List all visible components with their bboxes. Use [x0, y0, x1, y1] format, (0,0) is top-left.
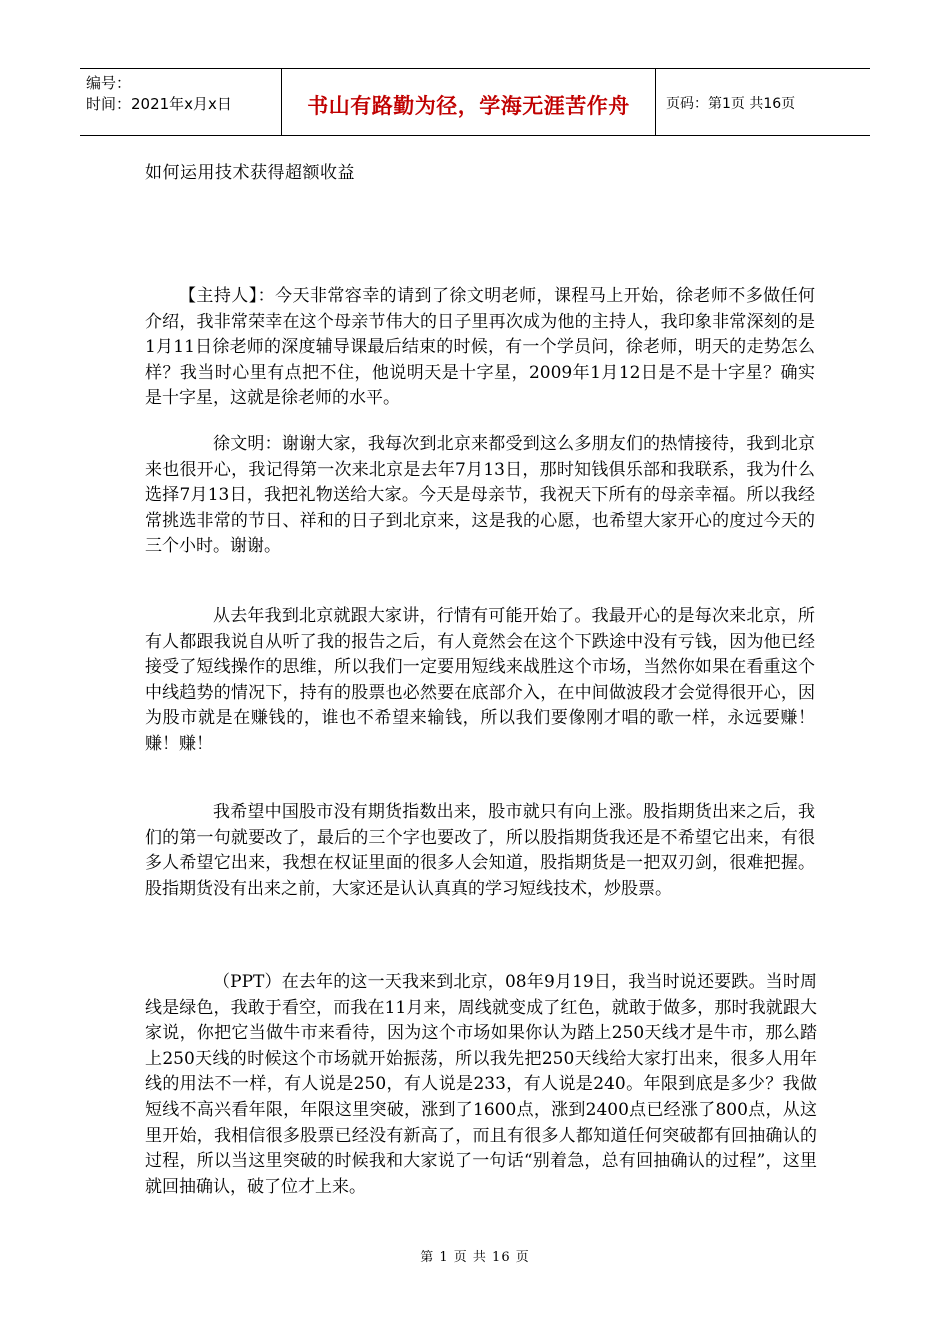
paragraph-index-futures: 我希望中国股市没有期货指数出来，股市就只有向上涨。股指期货出来之后，我们的第一句就要改了，最后的三个字也要改了，所以股指期货我还是不希望它出来，有很多人希望它出来，我想在权证里面的很多人会知道，股指期货是一把双刃剑，很难把握。股指期货没有出来之前，大家还是认认真真的学习短线技术，炒股票。	[145, 802, 815, 899]
header-meta-cell	[80, 69, 282, 135]
page-footer: 第 1 页 共 16 页	[420, 1250, 530, 1265]
page-header	[80, 68, 870, 136]
paragraph-short-term-trading: 从去年我到北京就跟大家讲，行情有可能开始了。我最开心的是每次来北京，所有人都跟我说自从听了我的报告之后，有人竟然会在这个下跌途中没有亏钱，因为他已经接受了短线操作的思维，所以我们一定要用短线来战胜这个市场，当然你如果在看重这个中线趋势的情况下，持有的股票也必然要在底部介入，在中间做波段才会觉得很开心，因为股市就是在赚钱的，谁也不希望来输钱，所以我们要像刚才唱的歌一样，永远要赚！赚！赚！	[145, 606, 815, 754]
document-number-label: 编号：	[86, 74, 132, 92]
paragraph-ppt-review: （PPT）在去年的这一天我来到北京，08年9月19日，我当时说还要跌。当时周线是绿色，我敢于看空，而我在11月来，周线就变成了红色，就敢于做多，那时我就跟大家说，你把它当做牛市来看待，因为这个市场如果你认为踏上250天线才是牛市，那么踏上250天线的时候这个市场就开始振荡，所以我先把250天线给大家打出来，很多人用年线的用法不一样，有人说是250，有人说是233，有人说是240。年限到底是多少？我做短线不高兴看年限，年限这里突破，涨到了1600点，涨到2400点已经涨了800点，从这里开始，我相信很多股票已经没有新高了，而且有很多人都知道任何突破都有回抽确认的过程，所以当这里突破的时候我和大家说了一句话“别着急，总有回抽确认的过程”，这里就回抽确认，破了位才上来。	[145, 972, 817, 1197]
document-title: 如何运用技术获得超额收益	[145, 163, 355, 183]
header-motto: 书山有路勤为径，学海无涯苦作舟	[282, 69, 656, 135]
header-page-info: 页码：第1页 共16页	[666, 96, 796, 112]
document-date-label: 时间：2021年x月x日	[86, 95, 232, 113]
paragraph-speaker-greeting: 徐文明：谢谢大家，我每次到北京来都受到这么多朋友们的热情接待，我到北京来也很开心，我记得第一次来北京是去年7月13日，那时知钱俱乐部和我联系，我为什么选择7月13日，我把礼物送给大家。今天是母亲节，我祝天下所有的母亲幸福。所以我经常挑选非常的节日、祥和的日子到北京来，这是我的心愿，也希望大家开心的度过今天的三个小时。谢谢。	[145, 434, 815, 557]
paragraph-host-intro: 【主持人】：今天非常容幸的请到了徐文明老师，课程马上开始，徐老师不多做任何介绍，我非常荣幸在这个母亲节伟大的日子里再次成为他的主持人，我印象非常深刻的是1月11日徐老师的深度辅导课最后结束的时候，有一个学员问，徐老师，明天的走势怎么样？我当时心里有点把不住，他说明天是十字星，2009年1月12日是不是十字星？确实是十字星，这就是徐老师的水平。	[145, 286, 815, 409]
